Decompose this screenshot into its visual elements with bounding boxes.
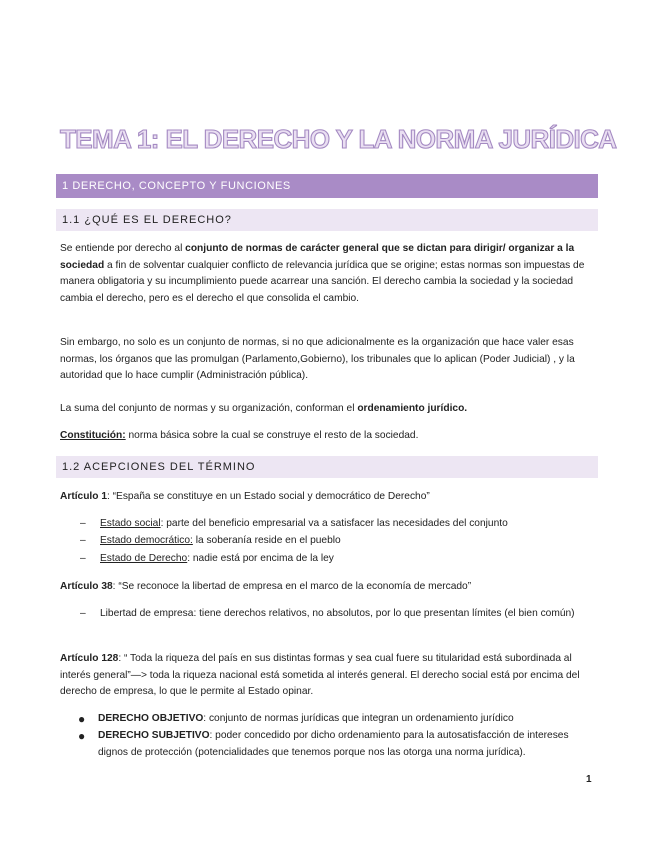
bold-term: DERECHO OBJETIVO: [98, 713, 204, 724]
paragraph-organization: Sin embargo, no solo es un conjunto de normas, si no que adicionalmente es la organización que hace valer esas normas, los órganos que las promulgan (Parlamento,Gobierno), los tribunales que lo aplican (Poder Judicial) , y la autoridad que lo hace cumplir (Administración pública).: [60, 337, 575, 381]
underlined-term: Estado social: [100, 518, 161, 529]
article-label: Artículo 1: [60, 491, 107, 502]
dash-icon: –: [80, 608, 86, 619]
article-38: [60, 579, 595, 596]
list-item-text: : nadie está por encima de la ley: [187, 553, 334, 564]
article-1: [60, 489, 595, 506]
list-item-text: : conjunto de normas jurídicas que integran un ordenamiento jurídico: [203, 713, 514, 724]
bullet-icon: ●: [78, 729, 86, 743]
page-title: TEMA 1: EL DERECHO Y LA NORMA JURÍDICA: [60, 124, 617, 154]
list-item-text: Libertad de empresa: tiene derechos relativos, no absolutos, por lo que presentan límites (el bien común): [100, 608, 575, 619]
article-text: : “España se constituye en un Estado social y democrático de Derecho”: [106, 491, 430, 502]
subsection-heading-1-1: 1.1 ¿QUÉ ES EL DERECHO?: [56, 209, 598, 231]
underlined-term: Estado democrático:: [100, 535, 193, 546]
bold-phrase: ordenamiento jurídico.: [357, 403, 468, 414]
page-number: 1: [586, 774, 592, 785]
article-text: : “ Toda la riqueza del país en sus distintas formas y sea cual fuere su titularidad está subordinada al interés general”—> toda la riqueza nacional está sometida al interés general. El derecho social está por encima del derecho de empresa, lo que le permite al Estado opinar.: [60, 653, 580, 697]
dash-icon: –: [80, 553, 86, 564]
paragraph-definition: [60, 241, 595, 307]
article-label: Artículo 38: [60, 581, 113, 592]
list-item-text: : poder concedido por dicho ordenamiento para la autosatisfacción de intereses dignos de protección (potencialidades que tenemos porque nos las otorga una norma jurídica).: [98, 730, 569, 758]
bold-term: DERECHO SUBJETIVO: [98, 730, 210, 741]
bullet-icon: ●: [78, 712, 86, 726]
section-heading-1: 1 DERECHO, CONCEPTO Y FUNCIONES: [56, 174, 598, 198]
underlined-term: Constitución:: [60, 430, 126, 441]
list-item-text: la soberanía reside en el pueblo: [192, 535, 341, 546]
paragraph-constitucion: [60, 428, 595, 445]
paragraph-text: La suma del conjunto de normas y su organización, conforman el: [60, 403, 358, 414]
paragraph-text: a fin de solventar cualquier conflicto de relevancia jurídica que se origine; estas normas son impuestas de manera obligatoria y su incumplimiento puede acarrear una sanción. El derecho cambia la sociedad y la sociedad cambia el derecho, pero es el derecho el que consolida el cambio.: [60, 259, 585, 304]
bold-phrase: conjunto de normas de carácter general que se dictan para dirigir/ organizar a la sociedad: [60, 243, 575, 271]
paragraph-text: Se entiende por derecho al: [60, 243, 186, 254]
article-label: Artículo 128: [60, 653, 119, 664]
paragraph-ordenamiento: [60, 401, 595, 418]
article-128: [60, 651, 595, 701]
subsection-heading-1-2: 1.2 ACEPCIONES DEL TÉRMINO: [56, 456, 598, 478]
article-text: : “Se reconoce la libertad de empresa en el marco de la economía de mercado”: [112, 581, 472, 592]
list-item-text: : parte del beneficio empresarial va a satisfacer las necesidades del conjunto: [160, 518, 508, 529]
underlined-term: Estado de Derecho: [100, 553, 188, 564]
dash-icon: –: [80, 535, 86, 546]
dash-icon: –: [80, 518, 86, 529]
paragraph-text: norma básica sobre la cual se construye el resto de la sociedad.: [125, 430, 419, 441]
